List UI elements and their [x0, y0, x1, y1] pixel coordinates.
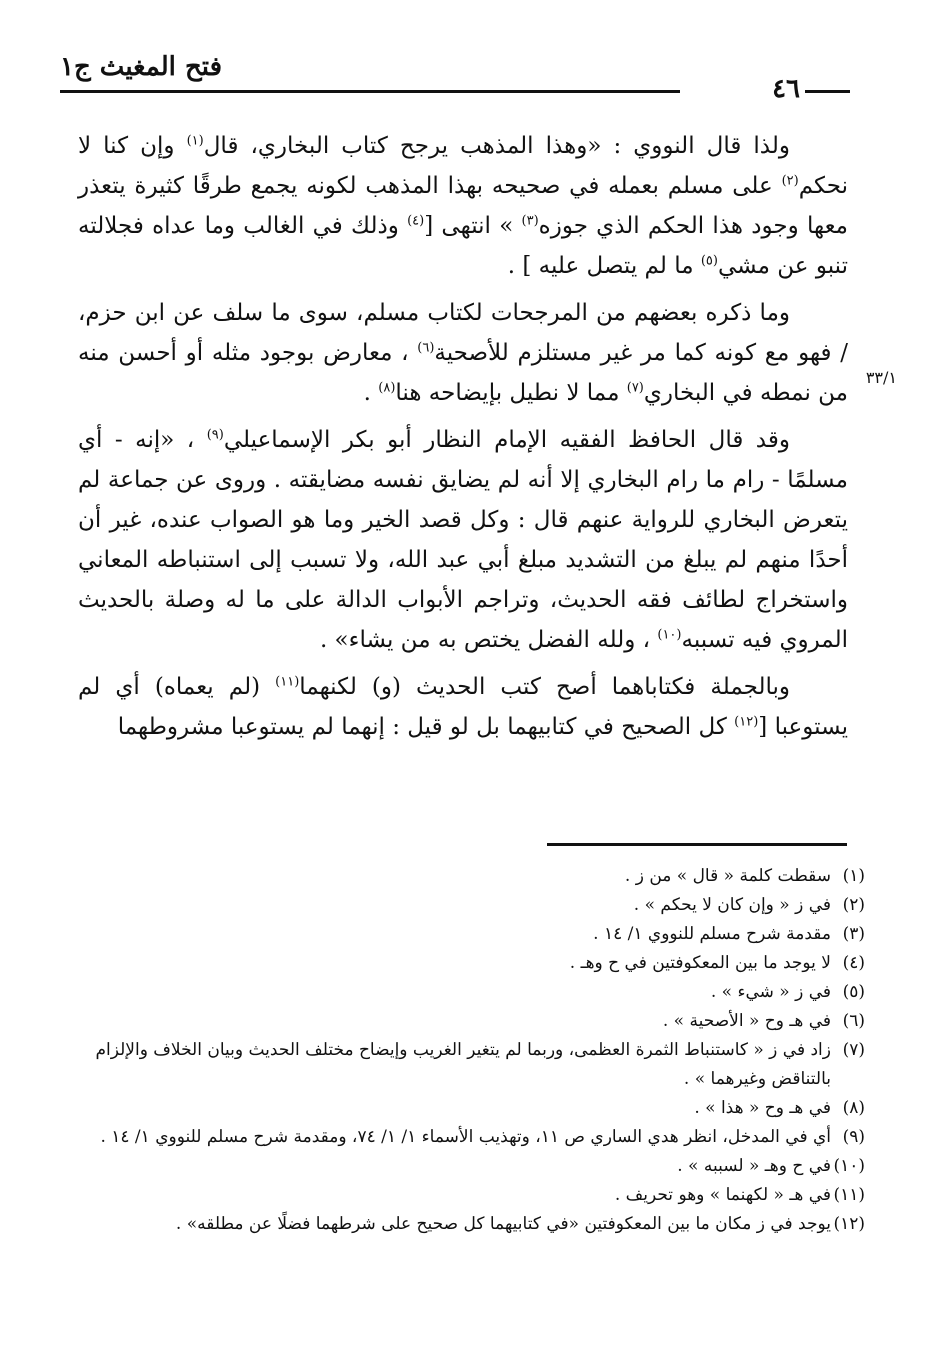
text-run: ما لم يتصل عليه ] .	[507, 253, 701, 279]
text-run: على مسلم بعمله في صحيحه بهذا المذهب لكونه يجمع طرقًا كثيرة يتعذر معها وجود هذا الحكم الذي جوزه	[78, 173, 849, 239]
footnote-separator	[547, 843, 847, 846]
footnote-ref[interactable]: (٦)	[417, 340, 435, 356]
footnote	[95, 949, 865, 978]
text-run: وقد قال الحافظ الفقيه الإمام النظار أبو بكر الإسماعيلي	[223, 427, 790, 453]
text-run: .	[363, 380, 379, 406]
margin-note: ٣٣/١	[865, 368, 897, 387]
text-run: وذلك في الغالب وما عداه فجلالته تنبو عن مشي	[78, 213, 848, 279]
footnote-text: في هـ « لكهنما » وهو تحريف .	[614, 1185, 831, 1205]
footnote	[95, 1007, 865, 1036]
header-rule	[60, 90, 680, 93]
main-text	[78, 126, 848, 754]
text-run: ، «إنه - أي مسلمًا - رام ما رام البخاري إلا أنه لم يضايق نفسه مضايقته . وروى عن جماعة لم يتعرض البخاري للرواية عنهم قال : وكل قصد الخير وما هو الصواب عنده، غير أن أحدًا منهم لم يبلغ من التشديد مبلغ أبي عبد الله، ولا تسبب إلى استنباطه المعاني واستخراج لطائف فقه الحديث، وتراجم الأبواب الدالة على ما له وصلة بالحديث المروي فيه تسببه	[78, 427, 848, 653]
text-run: وبالجملة فكتاباهما أصح كتب الحديث (و) لكنهما	[299, 674, 790, 700]
footnote-text: لا يوجد ما بين المعكوفتين في ح وهـ .	[569, 953, 831, 973]
footnote	[95, 1181, 865, 1210]
footnote-ref[interactable]: (٢)	[781, 173, 799, 189]
footnote-ref[interactable]: (١٢)	[734, 714, 759, 730]
footnote-number: (٣)	[842, 924, 865, 944]
footnote-text: في هـ وح « هذا » .	[694, 1098, 831, 1118]
footnote-number: (٩)	[842, 1127, 865, 1147]
footnote	[95, 1036, 865, 1094]
text-run: ولذا قال النووي : «وهذا المذهب يرجح كتاب البخاري، قال	[203, 133, 790, 159]
book-title: فتح المغيث ج١	[60, 52, 223, 82]
text-run: وإن كنا لا نحكم	[78, 133, 848, 199]
footnote-text: مقدمة شرح مسلم للنووي ١/ ١٤ .	[593, 924, 831, 944]
page-header	[60, 52, 850, 102]
footnote-ref[interactable]: (٣)	[521, 213, 539, 229]
paragraph	[78, 420, 848, 660]
paragraph	[78, 126, 848, 286]
footnote-number: (١٠)	[833, 1156, 865, 1176]
footnote-ref[interactable]: (٨)	[378, 380, 396, 396]
footnote-number: (٨)	[842, 1098, 865, 1118]
footnote-text: أي في المدخل، انظر هدي الساري ص ١١، وتهذيب الأسماء ١/ ١/ ٧٤، ومقدمة شرح مسلم للنووي ١/ ١٤ .	[100, 1127, 831, 1147]
footnote-text: في ز « وإن كان لا يحكم » .	[633, 895, 831, 915]
header-rule-short	[805, 90, 850, 93]
footnote-ref[interactable]: (١١)	[275, 674, 300, 690]
footnote-number: (١٢)	[833, 1214, 865, 1234]
footnote-number: (٤)	[842, 953, 865, 973]
footnote-ref[interactable]: (٤)	[407, 213, 425, 229]
footnote-ref[interactable]: (١٠)	[657, 627, 682, 643]
footnotes	[95, 862, 865, 1239]
footnote-ref[interactable]: (١)	[186, 133, 204, 149]
text-run: (لم يعماه) أي لم يستوعبا [	[78, 674, 848, 740]
footnote-ref[interactable]: (٩)	[206, 427, 224, 443]
footnote-number: (١)	[842, 866, 865, 886]
paragraph	[78, 293, 848, 413]
footnote-number: (٧)	[842, 1040, 865, 1060]
footnote-number: (٥)	[842, 982, 865, 1002]
footnote-ref[interactable]: (٧)	[626, 380, 644, 396]
text-run: وما ذكره بعضهم من المرجحات لكتاب مسلم، سوى ما سلف عن ابن حزم، / فهو مع كونه كما مر غير مستلزم للأصحية	[78, 300, 848, 366]
footnote-text: زاد في ز « كاستنباط الثمرة العظمى، وربما لم يتغير الغريب وإيضاح مختلف الحديث وبيان الخلاف والإلزام بالتناقض وغيرهما » .	[95, 1040, 831, 1089]
footnote-number: (٢)	[842, 895, 865, 915]
footnote	[95, 1152, 865, 1181]
text-run: » انتهى [	[424, 213, 522, 239]
text-run: مما لا نطيل بإيضاحه هنا	[395, 380, 627, 406]
footnote	[95, 862, 865, 891]
footnote-ref[interactable]: (٥)	[700, 253, 718, 269]
footnote-text: في هـ وح « الأصحية » .	[662, 1011, 831, 1031]
footnote-number: (١١)	[833, 1185, 865, 1205]
footnote-text: في ز « شيء » .	[710, 982, 831, 1002]
footnote-text: سقطت كلمة « قال » من ز .	[624, 866, 831, 886]
footnote	[95, 1210, 865, 1239]
footnote-text: في ح وهـ « لسببه » .	[677, 1156, 831, 1176]
footnote	[95, 891, 865, 920]
footnote	[95, 920, 865, 949]
footnote-number: (٦)	[842, 1011, 865, 1031]
footnote	[95, 1123, 865, 1152]
footnote	[95, 978, 865, 1007]
text-run: ، معارض بوجود مثله أو أحسن منه من نمطه في البخاري	[78, 340, 848, 406]
footnote-text: يوجد في ز مكان ما بين المعكوفتين «في كتابيهما كل صحيح على شرطهما فضلًا عن مطلقه» .	[175, 1214, 831, 1234]
footnote	[95, 1094, 865, 1123]
text-run: ، ولله الفضل يختص به من يشاء» .	[319, 627, 658, 653]
paragraph	[78, 667, 848, 747]
page-number: ٤٦	[772, 74, 800, 104]
text-run: كل الصحيح في كتابيهما بل لو قيل : إنهما لم يستوعبا مشروطهما	[117, 714, 735, 740]
